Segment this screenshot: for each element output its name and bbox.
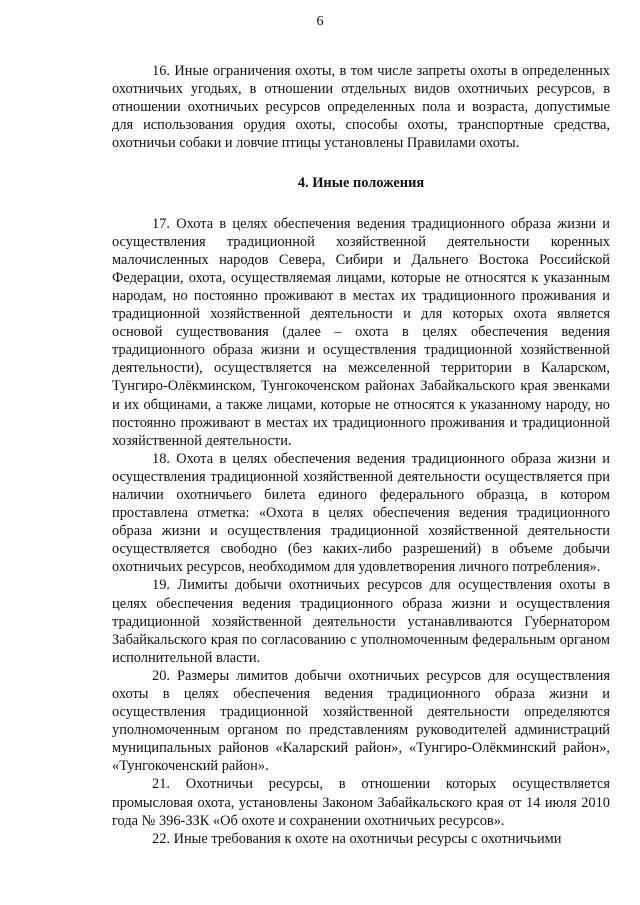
paragraph-16: 16. Иные ограничения охоты, в том числе запреты охоты в определенных охотничьих угодьях, в отношении отдельных видов охотничьих ресурсов, в отношении охотничьих ресурсов определенных пола и возраста, допустимые для использования орудия охоты, способы охоты, транспортные средства, охотничьи собаки и ловчие птицы установлены Правилами охоты. [112,63,610,152]
paragraph-17: 17. Охота в целях обеспечения ведения традиционного образа жизни и осуществления традиционной хозяйственной деятельности коренных малочисленных народов Севера, Сибири и Дальнего Востока Российской Федерации, охота, осуществляемая лицами, которые не относятся к указанным народам, но постоянно проживают в местах их традиционного проживания и традиционной хозяйственной деятельности и для которых охота является основой существования (далее – охота в целях обеспечения ведения традиционного образа жизни и осуществления традиционной хозяйственной деятельности), осуществляется на межселенной территории в Каларском, Тунгиро-Олёкминском, Тунгокоченском районах Забайкальского края эвенками и их общинами, а также лицами, которые не относятся к указанному народу, но постоянно проживают в местах их традиционного проживания и традиционной хозяйственной деятельности. [112,215,610,449]
section-heading: 4. Иные положения [297,175,425,192]
paragraph-19: 19. Лимиты добычи охотничьих ресурсов для осуществления охоты в целях обеспечения ведения традиционного образа жизни и осуществления традиционной хозяйственной деятельности устанавливаются Губернатором Забайкальского края по согласованию с уполномоченным федеральным органом исполнительной власти. [112,577,610,666]
page-number: 6 [316,14,324,29]
paragraph-21: 21. Охотничьи ресурсы, в отношении которых осуществляется промысловая охота, установлены Законом Забайкальского края от 14 июля 2010 года № 396-ЗЗК «Об охоте и сохранении охотничьих ресурсов». [112,776,610,829]
paragraph-20: 20. Размеры лимитов добычи охотничьих ресурсов для осуществления охоты в целях обеспечения ведения традиционного образа жизни и осуществления традиционной хозяйственной деятельности определяются уполномоченным органом по представлениям руководителей администраций муниципальных районов «Каларский район», «Тунгиро-Олёкминский район», «Тунгокоченский район». [112,667,610,775]
paragraph-18: 18. Охота в целях обеспечения ведения традиционного образа жизни и осуществления традиционной хозяйственной деятельности осуществляется при наличии охотничьего билета единого федерального образца, в котором проставлена отметка: «Охота в целях обеспечения ведения традиционного образа жизни и осуществления традиционной хозяйственной деятельности осуществляется свободно (без каких-либо разрешений) в объеме добычи охотничьих ресурсов, необходимом для удовлетворения личного потребления». [112,450,610,576]
paragraph-22: 22. Иные требования к охоте на охотничьи ресурсы с охотничьими [152,830,562,847]
document-body [112,62,610,848]
